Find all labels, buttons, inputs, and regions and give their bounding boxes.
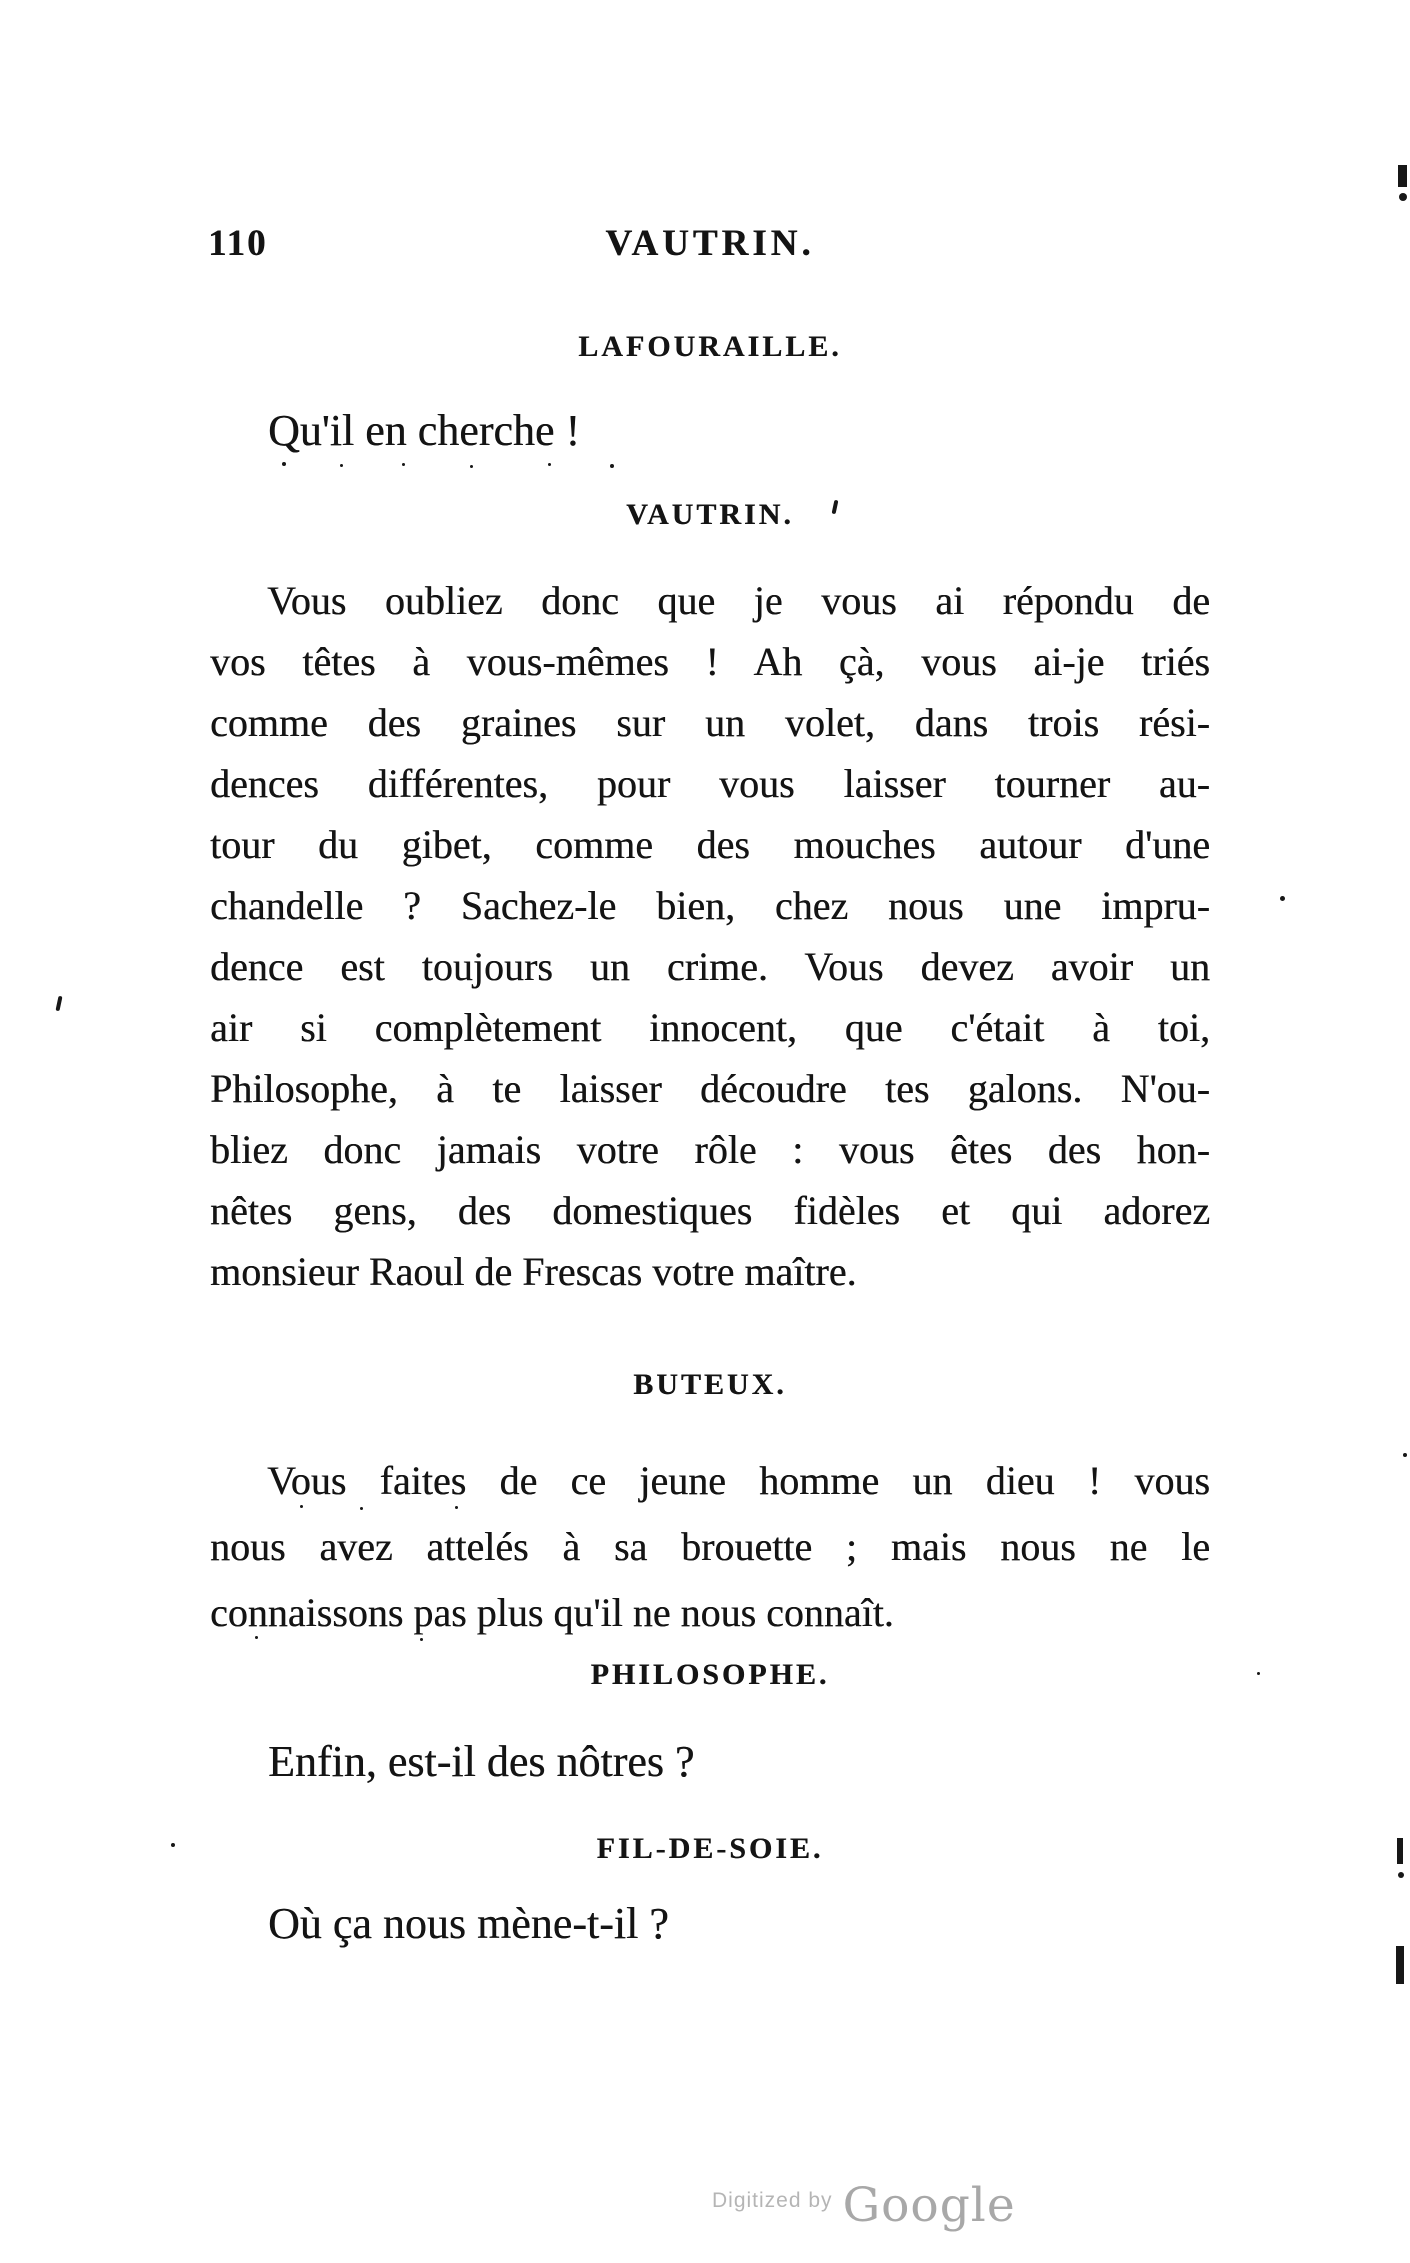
scan-artifact: [1403, 1453, 1407, 1457]
scan-artifact: [1257, 1672, 1260, 1675]
speech-line: dence est toujours un crime. Vous devez avoir un: [210, 944, 1210, 989]
speech-line: connaissons pas plus qu'il ne nous connaît.: [210, 1590, 894, 1635]
speech-lafouraille: Qu'il en cherche !: [268, 406, 581, 455]
speaker-vautrin: VAUTRIN.: [626, 498, 794, 531]
scan-artifact: [1396, 1946, 1404, 1984]
scan-artifact: [55, 996, 62, 1012]
ink-speck: [340, 464, 343, 467]
speech-line: nêtes gens, des domestiques fidèles et qui adorez: [210, 1188, 1210, 1233]
speaker-lafouraille: LAFOURAILLE.: [578, 330, 842, 363]
speech-philosophe: Enfin, est-il des nôtres ?: [268, 1737, 695, 1786]
ink-speck: [402, 463, 405, 466]
speech-line: comme des graines sur un volet, dans trois rési-: [210, 700, 1210, 745]
scan-artifact: [171, 1843, 175, 1847]
scan-artifact: [1399, 193, 1407, 201]
speaker-buteux: BUTEUX.: [633, 1368, 787, 1401]
ink-speck: [282, 462, 286, 466]
speech-line: Philosophe, à te laisser découdre tes galons. N'ou-: [210, 1066, 1210, 1111]
speech-line: dences différentes, pour vous laisser tourner au-: [210, 761, 1210, 806]
scan-artifact: [1398, 165, 1407, 187]
running-title: VAUTRIN.: [605, 223, 815, 264]
ink-speck: [255, 1636, 258, 1639]
digitized-by-label: Digitized by: [712, 2189, 833, 2212]
speech-line: bliez donc jamais votre rôle : vous êtes des hon-: [210, 1127, 1210, 1172]
ink-speck: [360, 1507, 363, 1510]
ink-speck: [610, 464, 614, 468]
speech-line: vos têtes à vous-mêmes ! Ah çà, vous ai-je triés: [210, 639, 1210, 684]
speech-line: Vous oubliez donc que je vous ai répondu de: [267, 578, 1210, 623]
scan-artifact: [1398, 1872, 1404, 1878]
speech-vautrin: [210, 570, 1210, 1302]
page-number: 110: [208, 223, 268, 264]
speech-line: tour du gibet, comme des mouches autour d'une: [210, 822, 1210, 867]
ink-speck: [420, 1638, 423, 1641]
speech-line: chandelle ? Sachez-le bien, chez nous une impru-: [210, 883, 1210, 928]
ink-speck: [548, 463, 551, 466]
speaker-philosophe: PHILOSOPHE.: [590, 1658, 830, 1691]
google-logo: Google: [842, 2178, 1016, 2233]
scan-artifact: [1280, 896, 1285, 901]
speaker-fil-de-soie: FIL-DE-SOIE.: [596, 1832, 824, 1865]
speech-buteux: [210, 1448, 1210, 1646]
digitized-by-google-watermark: [712, 2178, 1016, 2233]
scan-artifact: [1397, 1838, 1403, 1864]
speech-fil-de-soie: Où ça nous mène-t-il ?: [268, 1899, 669, 1948]
speech-line: Vous faites de ce jeune homme un dieu ! vous: [267, 1458, 1210, 1503]
speech-line: monsieur Raoul de Frescas votre maître.: [210, 1249, 857, 1294]
ink-speck: [300, 1505, 303, 1508]
speech-line: air si complètement innocent, que c'était à toi,: [210, 1005, 1210, 1050]
ink-speck: [455, 1506, 458, 1509]
speech-line: nous avez attelés à sa brouette ; mais nous ne le: [210, 1524, 1210, 1569]
ink-speck: [470, 465, 473, 468]
